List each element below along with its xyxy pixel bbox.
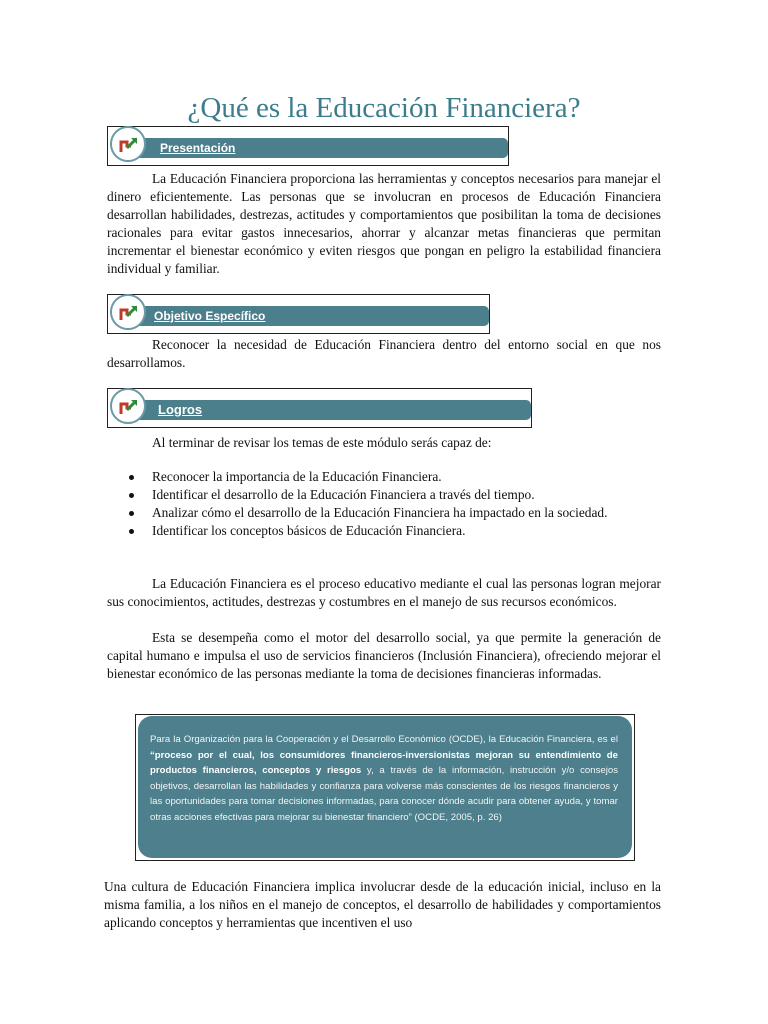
list-item: Identificar los conceptos básicos de Educación Financiera. bbox=[107, 522, 667, 540]
logros-intro: Al terminar de revisar los temas de este módulo serás capaz de: bbox=[152, 435, 492, 450]
body-paragraph-1: La Educación Financiera es el proceso educativo mediante el cual las personas logran mejorar sus conocimientos, actitudes, destrezas y costumbres en el manejo de sus recursos económicos. bbox=[107, 576, 661, 609]
growth-arrow-icon bbox=[110, 126, 146, 162]
logros-list bbox=[107, 468, 667, 540]
section-label: Objetivo Específico bbox=[154, 309, 266, 323]
section-label: Logros bbox=[158, 402, 203, 417]
page-title: ¿Qué es la Educación Financiera? bbox=[187, 92, 581, 124]
body-paragraph-2: Esta se desempeña como el motor del desarrollo social, ya que permite la generación de capital humano e impulsa el uso de servicios financieros (Inclusión Financiera), ofreciendo mejorar el bienestar económico de las personas mediante la toma de decisiones financieras informadas. bbox=[107, 630, 661, 681]
section-header-logros bbox=[107, 388, 532, 428]
ocde-quote-box bbox=[138, 716, 632, 858]
list-item: Identificar el desarrollo de la Educación Financiera a través del tiempo. bbox=[107, 486, 667, 504]
quote-frame bbox=[135, 714, 635, 861]
quote-text-1: Para la Organización para la Cooperación y el Desarrollo Económico (OCDE), la Educación Financiera, es el bbox=[150, 734, 618, 745]
objetivo-text: Reconocer la necesidad de Educación Financiera dentro del entorno social en que nos desarrollamos. bbox=[107, 337, 661, 370]
presentacion-text: La Educación Financiera proporciona las herramientas y conceptos necesarios para manejar el dinero eficientemente. Las personas que se involucran en procesos de Educación Financiera desarrollan habilidades, destrezas, actitudes y comportamientos que posibilitan la toma de decisiones racionales para evitar gastos innecesarios, ahorrar y alcanzar metas financieras que permitan incrementar el bienestar económico y eviten riesgos que pongan en peligro la estabilidad financiera individual y familiar. bbox=[107, 171, 661, 276]
list-item: Reconocer la importancia de la Educación Financiera. bbox=[107, 468, 667, 486]
growth-arrow-icon bbox=[110, 294, 146, 330]
section-header-objetivo bbox=[107, 294, 490, 334]
section-header-presentacion bbox=[107, 126, 509, 166]
quote-text-2: y, a través de la información, instrucción y/o consejos objetivos, desarrollan las habilidades y confianza para volverse más conscientes de los riesgos financieros y las oportunidades para tomar decisiones informadas, para conocer dónde acudir para obtener ayuda, y tomar otras acciones efectivas para mejorar su bienestar financiero” (OCDE, 2005, p. 26) bbox=[150, 765, 618, 823]
quote-bold: “proceso por el cual, los consumidores financieros-inversionistas mejoran su entendimiento de productos financieros, conceptos y riesgos bbox=[150, 749, 618, 776]
section-label: Presentación bbox=[160, 141, 236, 155]
list-item: Analizar cómo el desarrollo de la Educación Financiera ha impactado en la sociedad. bbox=[107, 504, 667, 522]
growth-arrow-icon bbox=[110, 388, 146, 424]
closing-paragraph: Una cultura de Educación Financiera implica involucrar desde de la educación inicial, incluso en la misma familia, a los niños en el manejo de conceptos, el desarrollo de habilidades y comportamientos aplicando conceptos y herramientas que incentiven el uso bbox=[104, 879, 661, 930]
